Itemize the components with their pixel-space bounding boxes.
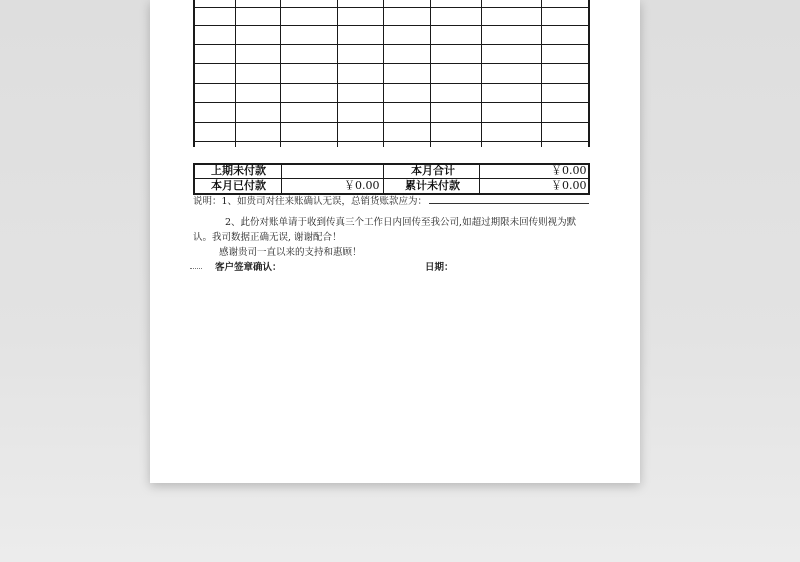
month-total-label: 本月合计 xyxy=(411,164,455,177)
prev-unpaid-label: 上期未付款 xyxy=(211,164,266,177)
customer-sign-label: 客户签章确认： xyxy=(215,262,282,273)
summary-table xyxy=(193,163,590,195)
month-paid-label: 本月已付款 xyxy=(211,179,266,192)
statement-sheet xyxy=(150,0,640,483)
month-total-value: ￥0.00 xyxy=(551,164,587,177)
total-amount-blank xyxy=(429,195,589,204)
cumulative-unpaid-label: 累计未付款 xyxy=(405,179,460,192)
date-label: 日期： xyxy=(425,262,454,273)
note-line-2: 2、此份对账单请于收到传真三个工作日内回传至我公司,如超过期限未回传则视为默 xyxy=(225,217,577,228)
note-line-4: 感谢贵司一直以来的支持和惠顾！ xyxy=(219,247,362,258)
note-line-1-text: 说明：1、如贵司对往来账确认无误，总销货账款应为： xyxy=(193,196,428,207)
note-line-1 xyxy=(193,194,589,210)
cumulative-unpaid-value: ￥0.00 xyxy=(551,179,587,192)
statement-table-grid xyxy=(193,0,590,147)
month-paid-value: ￥0.00 xyxy=(344,179,380,192)
note-line-3: 认。我司数据正确无误, 谢谢配合！ xyxy=(193,232,342,243)
dotted-mark xyxy=(190,268,202,269)
